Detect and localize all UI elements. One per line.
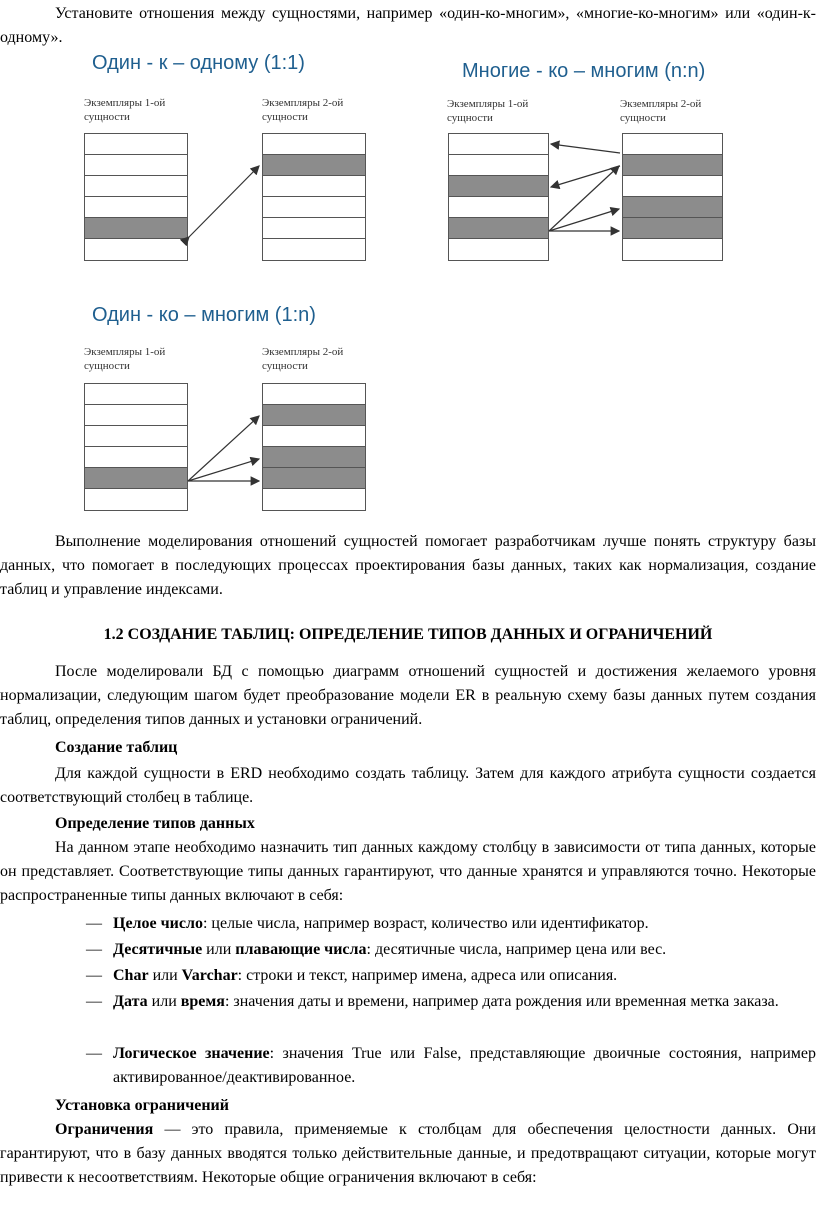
right-caption: Экземпляры 2-ой сущности: [262, 97, 344, 123]
section-heading: 1.2 СОЗДАНИЕ ТАБЛИЦ: ОПРЕДЕЛЕНИЕ ТИПОВ ДАННЫХ И ОГРАНИЧЕНИЙ: [103, 626, 713, 643]
right-caption: Экземпляры 2-ой сущности: [620, 98, 702, 124]
arrow-nn-4: [549, 209, 619, 231]
arrow-nn-2: [551, 166, 620, 187]
diagram-title: Один - ко – многим (1:n): [92, 304, 316, 326]
arrow-nn-1: [551, 144, 620, 153]
paragraph-modeling: Выполнение моделирования отношений сущностей помогает разработчикам лучше понять структуру базы данных, что помогает в последующих процессах проектирования базы данных, таких как нормализация, создание таблиц и управление индексами.: [0, 533, 816, 598]
left-caption: Экземпляры 1-ой сущности: [84, 97, 166, 123]
subheading-constraints: Установка ограничений: [55, 1097, 229, 1114]
arrow-1n-1: [188, 416, 259, 481]
list-dash: —: [86, 1045, 102, 1062]
list-item: Дата или время: значения даты и времени, например дата рождения или временная метка заказа.: [113, 993, 779, 1010]
list-item: Char или Varchar: строки и текст, например имена, адреса или описания.: [113, 967, 618, 984]
list-item: Целое число: целые числа, например возраст, количество или идентификатор.: [113, 915, 649, 932]
paragraph-create-tables: Для каждой сущности в ERD необходимо создать таблицу. Затем для каждого атрибута сущности создается соответствующий столбец в таблице.: [0, 765, 816, 806]
paragraph-constraints: Ограничения — это правила, применяемые к столбцам для обеспечения целостности данных. Они гарантируют, что в базу данных вводятся только действительные данные, и предотвращают ситуации, которые могут привести к несоответствиям. Некоторые общие ограничения включают в себя:: [0, 1121, 816, 1186]
paragraph-data-types: На данном этапе необходимо назначить тип данных каждому столбцу в зависимости от типа данных, которые он представляет. Соответствующие типы данных гарантируют, что данные хранятся и управляются точно. Некоторые распространенные типы данных включают в себя:: [0, 839, 816, 904]
list-dash: —: [86, 941, 102, 958]
subheading-create-tables: Создание таблиц: [55, 739, 178, 756]
arrow-1to1: [189, 166, 259, 237]
relationship-arrows: [0, 0, 816, 520]
list-item: Логическое значение: значения True или False, представляющие двоичные состояния, например активированное/деактивированное.: [113, 1045, 816, 1086]
subheading-data-types: Определение типов данных: [55, 815, 255, 832]
left-caption: Экземпляры 1-ой сущности: [84, 346, 166, 372]
arrow-1n-2: [188, 459, 259, 481]
arrow-nn-3: [549, 166, 619, 231]
left-caption: Экземпляры 1-ой сущности: [447, 98, 529, 124]
intro-paragraph: Установите отношения между сущностями, например «один-ко-многим», «многие-ко-многим» или «один-к-одному».: [0, 5, 816, 46]
right-caption: Экземпляры 2-ой сущности: [262, 346, 344, 372]
list-dash: —: [86, 915, 102, 932]
list-item: Десятичные или плавающие числа: десятичные числа, например цена или вес.: [113, 941, 667, 958]
list-dash: —: [86, 993, 102, 1010]
diagram-title: Один - к – одному (1:1): [92, 52, 305, 74]
diagram-title: Многие - ко – многим (n:n): [462, 60, 706, 82]
list-dash: —: [86, 967, 102, 984]
paragraph-conversion: После моделировали БД с помощью диаграмм отношений сущностей и достижения желаемого уровня нормализации, следующим шагом будет преобразование модели ER в реальную схему базы данных путем создания таблиц, определения типов данных и установки ограничений.: [0, 663, 816, 728]
